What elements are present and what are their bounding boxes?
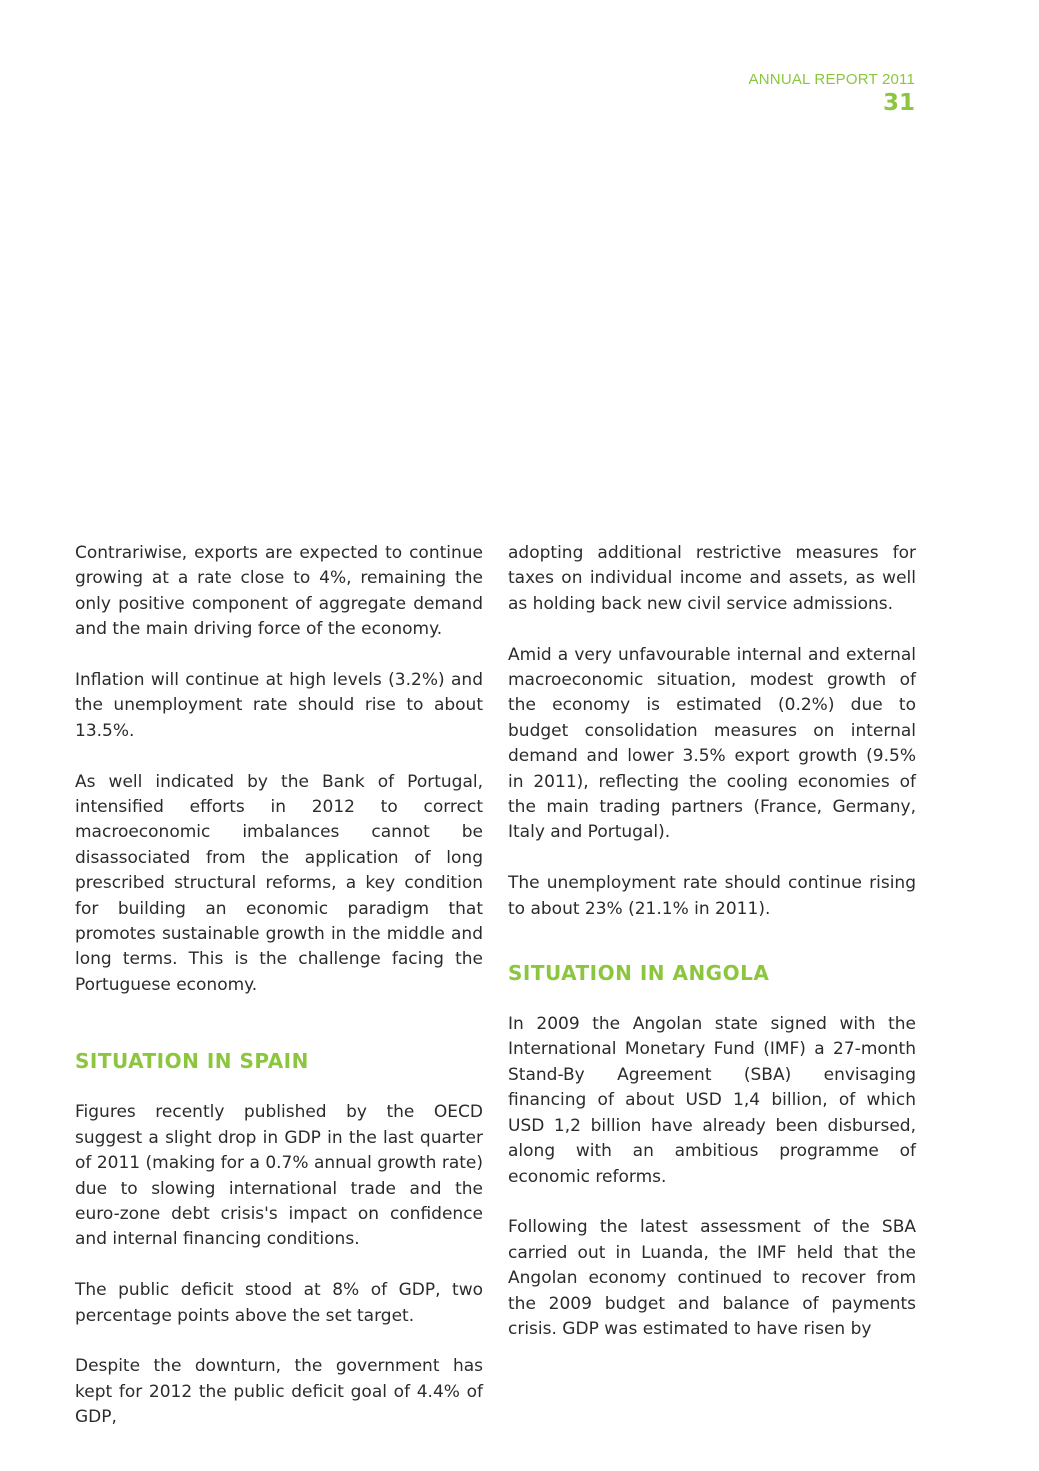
paragraph-deficit-goal: Despite the downturn, the government has kept for 2012 the public deficit goal of 4.4% of GDP, <box>75 1356 483 1428</box>
page-number: 31 <box>882 90 915 116</box>
left-column <box>75 541 483 1431</box>
paragraph-bank-of-portugal: As well indicated by the Bank of Portugal, intensified efforts in 2012 to correct macroeconomic imbalances cannot be disassociated from the application of long prescribed structural reforms, a key condition for building an economic paradigm that promotes sustainable growth in the middle and long terms. This is the challenge facing the Portuguese economy. <box>75 771 483 995</box>
report-title: ANNUAL REPORT 2011 <box>748 71 915 88</box>
paragraph-unemployment: The unemployment rate should continue rising to about 23% (21.1% in 2011). <box>508 873 916 919</box>
page-header <box>749 70 915 116</box>
section-heading-angola: SITUATION IN ANGOLA <box>508 961 770 986</box>
right-column <box>508 541 916 1342</box>
paragraph-inflation: Inflation will continue at high levels (3.2%) and the unemployment rate should rise to about 13.5%. <box>75 670 483 741</box>
paragraph-growth-estimate: Amid a very unfavourable internal and external macroeconomic situation, modest growth of the economy is estimated (0.2%) due to budget consolidation measures on internal demand and lower 3.5% export growth (9.5% in 2011), reflecting the cooling economies of the main trading partners (France, Germany, Italy and Portugal). <box>508 644 916 843</box>
paragraph-imf-agreement: In 2009 the Angolan state signed with the International Monetary Fund (IMF) a 27-month Stand-By Agreement (SBA) envisaging financing of about USD 1,4 billion, of which USD 1,2 billion have already been disbursed, along with an ambitious programme of economic reforms. <box>508 1014 916 1187</box>
paragraph-sba-assessment: Following the latest assessment of the SBA carried out in Luanda, the IMF held that the Angolan economy continued to recover from the 2009 budget and balance of payments crisis. GDP was estimated to have risen by <box>508 1217 916 1339</box>
paragraph-oecd-figures: Figures recently published by the OECD suggest a slight drop in GDP in the last quarter of 2011 (making for a 0.7% annual growth rate) due to slowing international trade and the euro-zone debt crisis's impact on confidence and internal financing conditions. <box>75 1102 483 1250</box>
paragraph-restrictive-measures: adopting additional restrictive measures for taxes on individual income and assets, as well as holding back new civil service admissions. <box>508 543 916 614</box>
section-spacer <box>75 998 483 1048</box>
section-spacer <box>508 922 916 960</box>
section-heading-spain: SITUATION IN SPAIN <box>75 1049 309 1074</box>
paragraph-public-deficit: The public deficit stood at 8% of GDP, two percentage points above the set target. <box>75 1280 483 1326</box>
paragraph-exports: Contrariwise, exports are expected to continue growing at a rate close to 4%, remaining the only positive component of aggregate demand and the main driving force of the economy. <box>75 543 483 640</box>
